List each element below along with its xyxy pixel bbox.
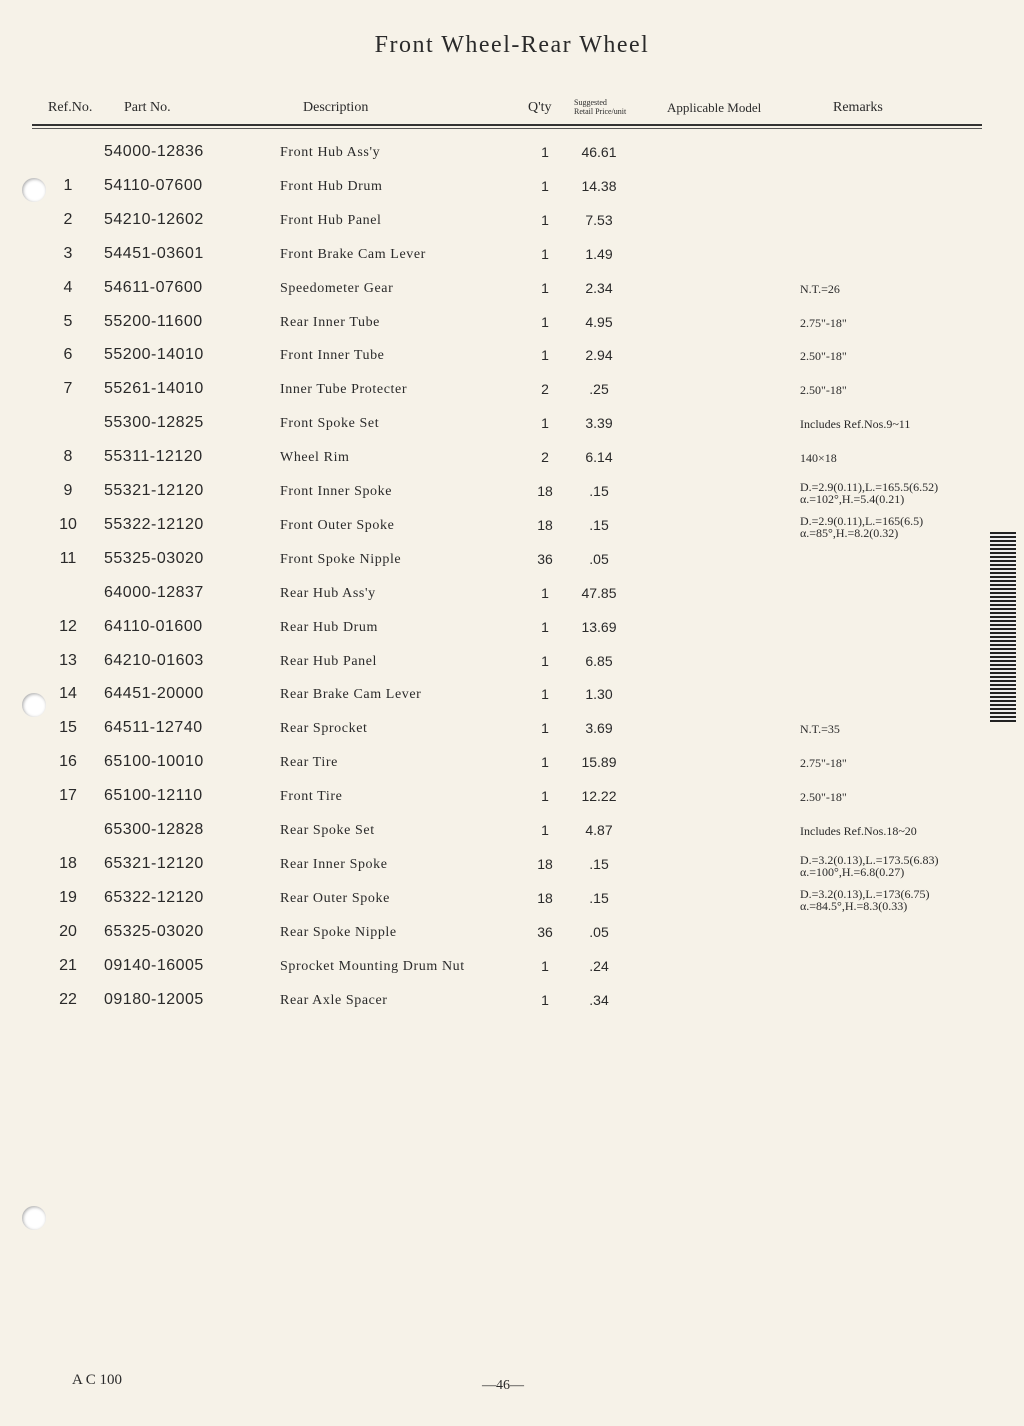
quantity: 36: [537, 923, 553, 940]
remarks-line-1: 140×18: [800, 451, 837, 466]
remarks: [800, 854, 939, 878]
description: Rear Hub Panel: [280, 653, 378, 669]
table-row: [0, 719, 1024, 749]
description: Front Brake Cam Lever: [280, 246, 426, 262]
table-row: [0, 211, 1024, 241]
retail-price: 1.30: [585, 686, 613, 703]
table-row: [0, 852, 1024, 885]
remarks-line-1: D.=3.2(0.13),L.=173.5(6.83): [800, 852, 939, 867]
description: Rear Brake Cam Lever: [280, 687, 422, 703]
quantity: 1: [541, 686, 549, 703]
part-no: 09180-12005: [104, 990, 204, 1008]
ref-no: 6: [63, 346, 73, 364]
description: Front Inner Spoke: [280, 484, 393, 499]
quantity: 1: [541, 245, 549, 262]
page-number: —46—: [482, 1378, 524, 1393]
description: Rear Inner Spoke: [280, 856, 388, 872]
retail-price: .05: [589, 923, 609, 940]
description: Wheel Rim: [280, 450, 350, 466]
page-title: Front Wheel-Rear Wheel: [374, 32, 650, 58]
ref-no: 19: [59, 888, 77, 906]
retail-price: .34: [589, 991, 609, 1008]
remarks: [800, 723, 840, 735]
description: Rear Sprocket: [280, 721, 368, 737]
retail-price: 2.34: [585, 279, 613, 296]
part-no: 54000-12836: [104, 143, 204, 160]
ref-no: 7: [63, 380, 73, 398]
retail-price: 4.87: [585, 822, 613, 838]
remarks: [800, 317, 847, 329]
remarks-line-1: 2.50"-18": [800, 790, 847, 805]
description: Front Spoke Set: [280, 416, 380, 432]
description: Rear Outer Spoke: [280, 890, 390, 906]
part-no: 55300-12825: [104, 414, 204, 432]
ref-no: 9: [63, 482, 73, 499]
table-row: [0, 957, 1024, 987]
table-row: [0, 584, 1024, 614]
remarks: [800, 350, 847, 362]
retail-price: 15.89: [581, 754, 617, 771]
retail-price: 6.14: [585, 449, 613, 466]
quantity: 1: [541, 313, 549, 330]
retail-price: 6.85: [585, 652, 613, 669]
retail-price: 2.94: [585, 347, 613, 364]
retail-price: .05: [589, 550, 609, 567]
description: Front Spoke Nipple: [280, 551, 402, 567]
ref-no: 12: [59, 617, 77, 635]
remarks-line-1: 2.75"-18": [800, 315, 847, 330]
binder-hole: [22, 1206, 46, 1230]
ref-no: 8: [63, 448, 73, 466]
part-no: 64000-12837: [104, 583, 204, 601]
remarks-line-1: Includes Ref.Nos.9~11: [800, 417, 911, 432]
remarks-line-2: α.=102°,H.=5.4(0.21): [800, 492, 905, 506]
table-row: [0, 177, 1024, 207]
ref-no: 16: [59, 753, 77, 771]
ref-no: 10: [59, 515, 77, 533]
description: Sprocket Mounting Drum Nut: [280, 958, 465, 974]
retail-price: 47.85: [581, 584, 617, 601]
retail-price: 7.53: [585, 211, 613, 228]
table-row: [0, 991, 1024, 1021]
description: Rear Axle Spacer: [280, 992, 388, 1008]
quantity: 1: [541, 720, 549, 737]
quantity: 1: [541, 415, 549, 432]
ref-no: 2: [63, 210, 73, 228]
description: Rear Spoke Set: [280, 823, 375, 838]
remarks-line-1: N.T.=35: [800, 722, 840, 737]
remarks-line-1: D.=3.2(0.13),L.=173(6.75): [800, 886, 930, 901]
quantity: 1: [541, 347, 549, 364]
quantity: 1: [541, 177, 549, 194]
remarks: [800, 791, 847, 803]
ref-no: 11: [59, 549, 77, 567]
remarks: [800, 515, 923, 539]
ref-no: 18: [59, 854, 77, 872]
table-row: [0, 346, 1024, 376]
header-part-no: Part No.: [124, 100, 171, 115]
table-row: [0, 821, 1024, 851]
header-rule: [32, 128, 982, 129]
quantity: 1: [541, 279, 549, 296]
remarks-line-1: D.=2.9(0.11),L.=165.5(6.52): [800, 480, 939, 494]
remarks-line-2: α.=100°,H.=6.8(0.27): [800, 864, 905, 879]
table-row: [0, 685, 1024, 715]
ref-no: 22: [59, 990, 77, 1008]
description: Speedometer Gear: [280, 280, 394, 296]
part-no: 54210-12602: [104, 210, 204, 228]
part-no: 54611-07600: [104, 278, 203, 296]
header-description: Description: [303, 100, 369, 115]
description: Inner Tube Protecter: [280, 382, 408, 398]
part-no: 54110-07600: [104, 176, 203, 194]
header-qty: Q'ty: [528, 100, 552, 115]
description: Front Outer Spoke: [280, 517, 395, 533]
part-no: 65325-03020: [104, 922, 204, 940]
quantity: 1: [541, 652, 549, 669]
table-row: [0, 380, 1024, 410]
ref-no: 14: [59, 685, 77, 703]
header-remarks: Remarks: [833, 100, 883, 115]
retail-price: 1.49: [585, 245, 613, 262]
part-no: 64451-20000: [104, 685, 204, 703]
retail-price: .15: [589, 855, 609, 872]
table-row: [0, 753, 1024, 783]
remarks: [800, 283, 840, 295]
header-price: [574, 98, 626, 116]
quantity: 18: [537, 889, 553, 906]
description: Front Inner Tube: [280, 348, 385, 364]
remarks-line-2: α.=84.5°,H.=8.3(0.33): [800, 898, 908, 913]
remarks: [800, 888, 930, 912]
quantity: 1: [541, 144, 549, 160]
retail-price: 13.69: [581, 618, 617, 635]
retail-price: .15: [589, 889, 609, 906]
remarks-line-1: N.T.=26: [800, 281, 840, 296]
remarks-line-1: 2.50"-18": [800, 349, 847, 364]
header-price-top: Suggested: [574, 98, 607, 107]
remarks: [800, 418, 910, 430]
retail-price: .15: [589, 516, 609, 533]
remarks: [800, 825, 917, 837]
description: Rear Tire: [280, 755, 338, 771]
table-row: [0, 787, 1024, 817]
part-no: 55200-14010: [104, 346, 204, 364]
quantity: 2: [541, 381, 549, 398]
description: Front Hub Panel: [280, 212, 382, 228]
quantity: 1: [541, 211, 549, 228]
remarks: [800, 757, 847, 769]
retail-price: .24: [589, 957, 609, 974]
retail-price: 12.22: [581, 788, 617, 805]
part-no: 55325-03020: [104, 549, 204, 567]
retail-price: 3.69: [585, 720, 613, 737]
header-ref-no: Ref.No.: [48, 100, 93, 115]
ref-no: 15: [59, 719, 77, 737]
part-no: 64511-12740: [104, 719, 203, 737]
remarks-line-1: D.=2.9(0.11),L.=165(6.5): [800, 513, 924, 528]
part-no: 54451-03601: [104, 244, 204, 262]
part-no: 65100-10010: [104, 753, 204, 771]
quantity: 1: [541, 618, 549, 635]
part-no: 55200-11600: [104, 312, 203, 330]
quantity: 1: [541, 754, 549, 771]
part-no: 55322-12120: [104, 515, 204, 533]
remarks: [800, 481, 938, 505]
quantity: 1: [541, 957, 549, 974]
description: Rear Spoke Nipple: [280, 924, 397, 940]
table-row: [0, 143, 1024, 173]
remarks-line-2: α.=85°,H.=8.2(0.32): [800, 525, 899, 540]
quantity: 18: [537, 483, 553, 499]
part-no: 64210-01603: [104, 651, 204, 669]
quantity: 36: [537, 550, 553, 567]
ref-no: 20: [59, 922, 77, 940]
ref-no: 5: [63, 312, 73, 330]
table-row: [0, 245, 1024, 275]
table-row: [0, 652, 1024, 682]
part-no: 55321-12120: [104, 482, 204, 499]
description: Rear Hub Ass'y: [280, 585, 376, 601]
table-row: [0, 886, 1024, 919]
table-row: [0, 279, 1024, 309]
quantity: 2: [541, 449, 549, 466]
remarks-line-1: 2.50"-18": [800, 383, 847, 398]
part-no: 65321-12120: [104, 854, 204, 872]
quantity: 1: [541, 991, 549, 1008]
retail-price: 3.39: [585, 415, 613, 432]
table-row: [0, 414, 1024, 444]
part-no: 65300-12828: [104, 821, 204, 838]
table-row: [0, 550, 1024, 580]
table-row: [0, 618, 1024, 648]
quantity: 1: [541, 584, 549, 601]
table-row: [0, 313, 1024, 343]
description: Front Hub Drum: [280, 178, 383, 194]
description: Front Hub Ass'y: [280, 145, 381, 160]
quantity: 1: [541, 788, 549, 805]
retail-price: 4.95: [585, 313, 613, 330]
retail-price: .15: [589, 483, 609, 499]
ref-no: 17: [59, 787, 77, 805]
part-no: 64110-01600: [104, 617, 203, 635]
part-no: 55311-12120: [104, 448, 203, 466]
retail-price: .25: [589, 381, 609, 398]
description: Front Tire: [280, 789, 343, 805]
section-index-tab: [990, 532, 1016, 722]
remarks-line-1: Includes Ref.Nos.18~20: [800, 824, 917, 838]
part-no: 65322-12120: [104, 888, 204, 906]
quantity: 18: [537, 516, 553, 533]
quantity: 1: [541, 822, 549, 838]
quantity: 18: [537, 855, 553, 872]
retail-price: 46.61: [581, 144, 617, 160]
remarks: [800, 384, 847, 396]
header-price-bottom: Retail Price/unit: [574, 107, 627, 116]
description: Rear Inner Tube: [280, 314, 380, 330]
ref-no: 1: [63, 176, 73, 194]
ref-no: 3: [63, 244, 73, 262]
table-row: [0, 513, 1024, 546]
header-applicable-model: Applicable Model: [667, 100, 762, 115]
model-label: A C 100: [72, 1372, 123, 1388]
description: Rear Hub Drum: [280, 619, 379, 635]
remarks-line-1: 2.75"-18": [800, 756, 847, 771]
part-no: 65100-12110: [104, 787, 203, 805]
ref-no: 4: [63, 278, 73, 296]
header-rule: [32, 124, 982, 126]
part-no: 09140-16005: [104, 956, 204, 974]
remarks: [800, 452, 837, 464]
ref-no: 13: [59, 651, 77, 669]
retail-price: 14.38: [581, 177, 617, 194]
table-row: [0, 448, 1024, 478]
table-row: [0, 482, 1024, 512]
table-row: [0, 923, 1024, 953]
part-no: 55261-14010: [104, 380, 204, 398]
ref-no: 21: [59, 956, 77, 974]
